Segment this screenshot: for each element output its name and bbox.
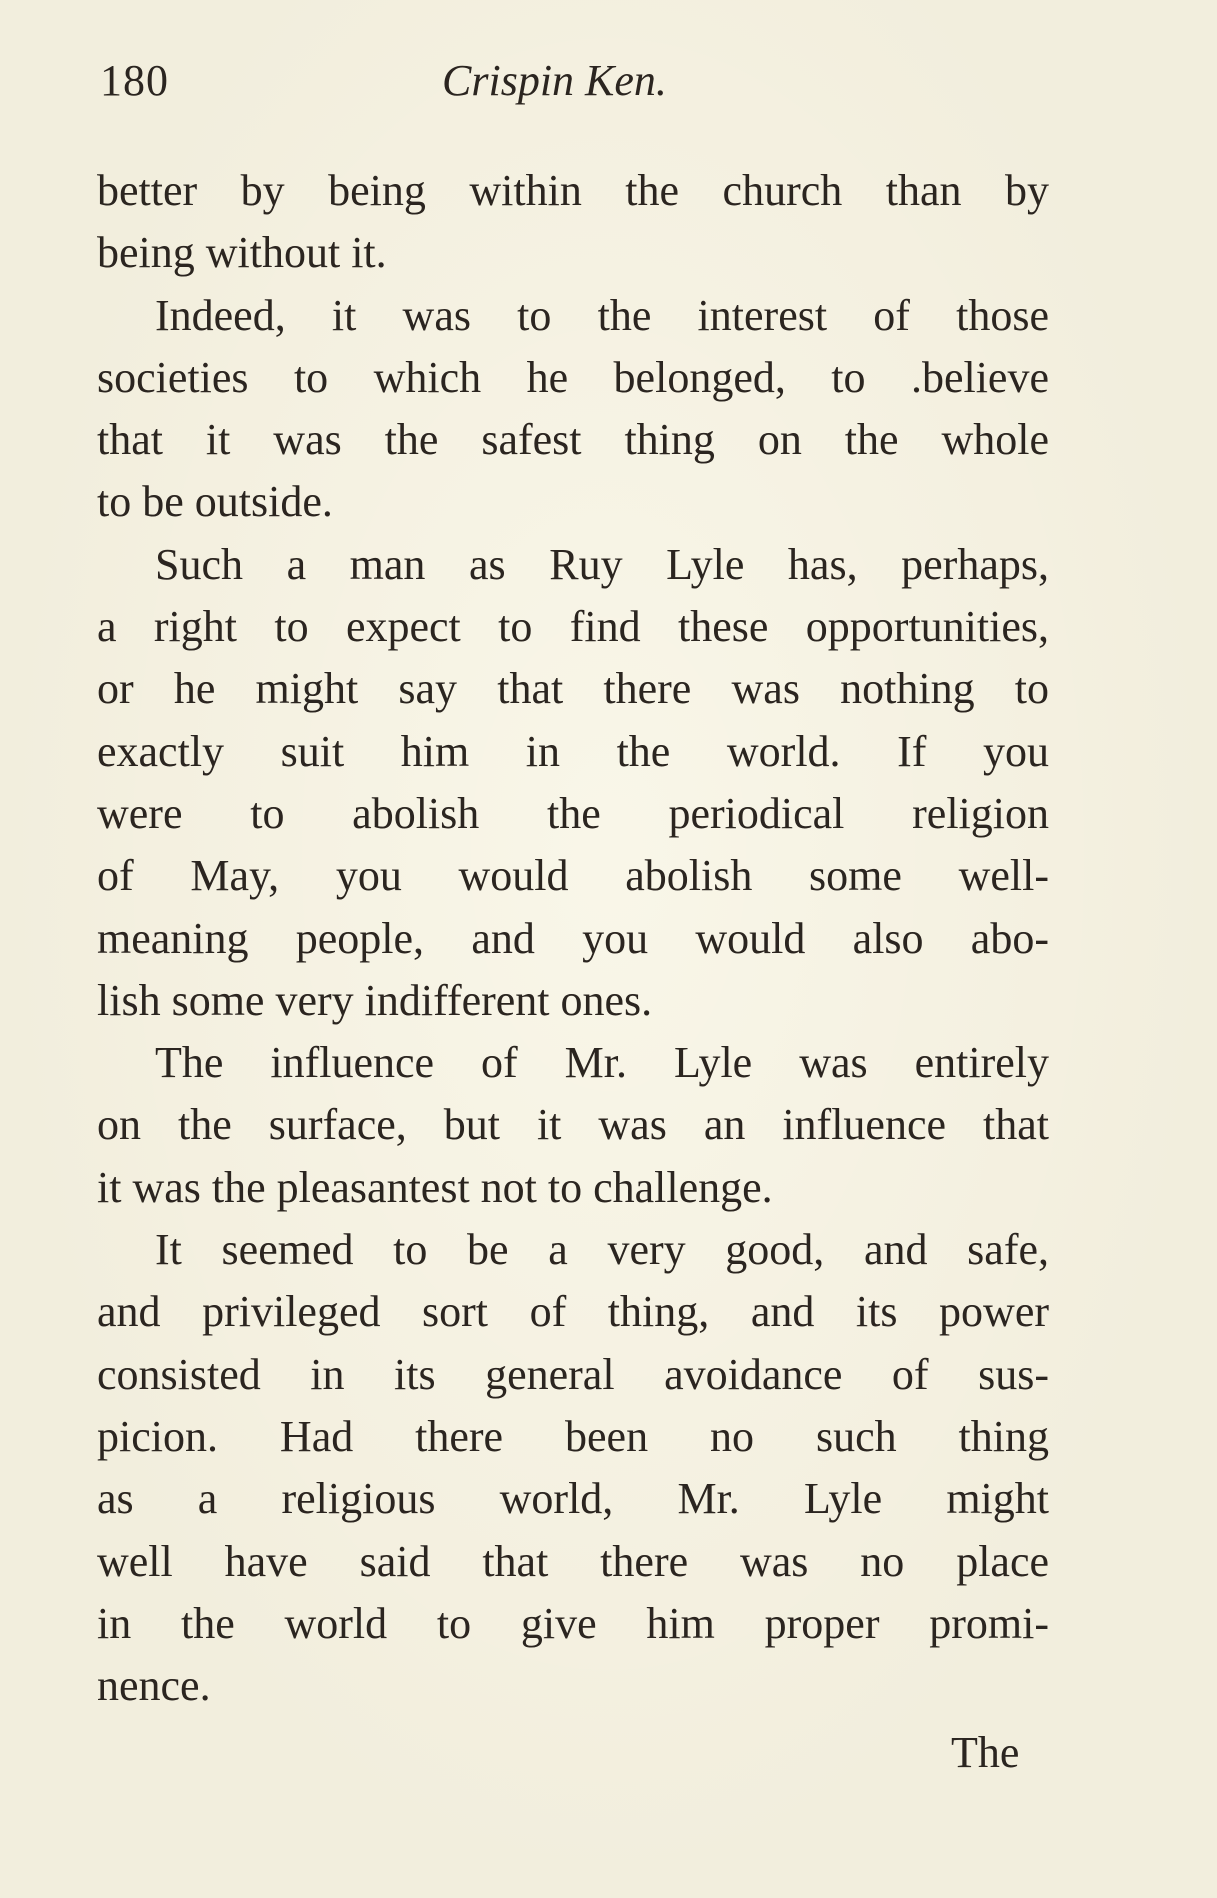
- text-line: a right to expect to find these opportunities,: [97, 602, 1049, 652]
- text-line: better by being within the church than by: [97, 166, 1049, 215]
- text-line: societies to which he belonged, to .believe: [97, 352, 1049, 402]
- text-line: to be outside.: [97, 477, 333, 527]
- text-line: in the world to give him proper promi-: [97, 1598, 1049, 1648]
- text-line: picion. Had there been no such thing: [97, 1411, 1049, 1461]
- text-line: exactly suit him in the world. If you: [97, 726, 1049, 776]
- text-line: it was the pleasantest not to challenge.: [97, 1162, 773, 1212]
- text-line: Indeed, it was to the interest of those: [155, 290, 1049, 340]
- text-line: lish some very indifferent ones.: [97, 975, 653, 1025]
- text-line: of May, you would abolish some well-: [97, 851, 1049, 901]
- body-text: [97, 160, 1049, 1717]
- text-line: The influence of Mr. Lyle was entirely: [155, 1038, 1049, 1088]
- text-line: that it was the safest thing on the whole: [97, 415, 1049, 465]
- text-line: well have said that there was no place: [97, 1536, 1049, 1586]
- page-header: [100, 55, 1050, 115]
- text-line: or he might say that there was nothing to: [97, 664, 1049, 714]
- text-line: nence.: [97, 1661, 211, 1711]
- text-line: on the surface, but it was an influence that: [97, 1100, 1049, 1150]
- text-line: as a religious world, Mr. Lyle might: [97, 1474, 1049, 1524]
- catchword: The: [951, 1728, 1020, 1777]
- page-number: 180: [100, 56, 169, 105]
- text-line: were to abolish the periodical religion: [97, 788, 1049, 838]
- text-line: It seemed to be a very good, and safe,: [155, 1225, 1049, 1275]
- text-line: meaning people, and you would also abo-: [97, 913, 1049, 963]
- text-line: being without it.: [97, 228, 387, 278]
- text-line: Such a man as Ruy Lyle has, perhaps,: [155, 539, 1049, 589]
- text-line: consisted in its general avoidance of sus-: [97, 1349, 1049, 1399]
- running-title: Crispin Ken.: [442, 56, 667, 105]
- text-line: and privileged sort of thing, and its power: [97, 1287, 1049, 1337]
